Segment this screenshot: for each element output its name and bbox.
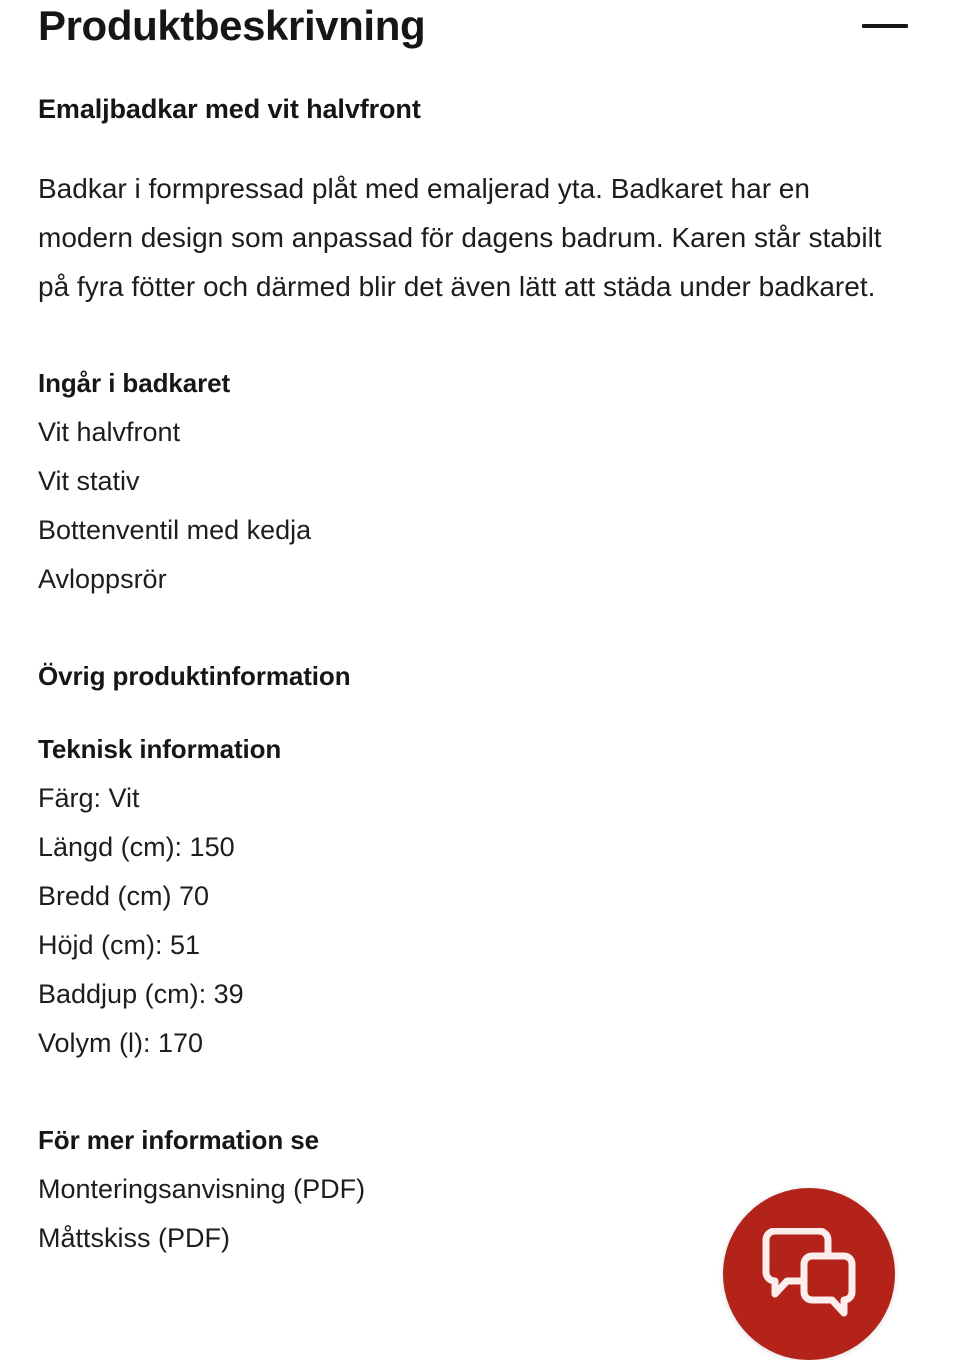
product-heading: Emaljbadkar med vit halvfront — [38, 94, 421, 124]
document-link-assembly-instruction[interactable]: Monteringsanvisning (PDF) — [38, 1174, 366, 1204]
spec-row: Baddjup (cm): 39 — [38, 979, 244, 1009]
page-title: Produktbeskrivning — [38, 2, 426, 49]
spacer — [38, 1068, 922, 1116]
spec-row: Färg: Vit — [38, 783, 140, 813]
other-info-heading: Övrig produktinformation — [38, 661, 351, 691]
technical-info-heading: Teknisk information — [38, 734, 282, 764]
chat-bubbles-icon — [757, 1228, 861, 1320]
spec-row: Volym (l): 170 — [38, 1028, 204, 1058]
document-link-dimension-sketch[interactable]: Måttskiss (PDF) — [38, 1223, 230, 1253]
more-info-heading: För mer information se — [38, 1125, 319, 1155]
spacer — [38, 604, 922, 652]
product-description-text: Badkar i formpressad plåt med emaljerad yta. Badkaret har en modern design som anpassad för dagens badrum. Karen står stabilt på fyra fötter och därmed blir det även lätt att städa under badkaret. — [38, 173, 882, 302]
chat-launcher-button[interactable] — [723, 1188, 895, 1360]
spec-row: Bredd (cm) 70 — [38, 881, 210, 911]
included-heading: Ingår i badkaret — [38, 368, 231, 398]
spacer — [38, 701, 922, 725]
collapse-toggle-button[interactable] — [861, 4, 909, 48]
list-item: Avloppsrör — [38, 564, 167, 594]
list-item: Vit halvfront — [38, 417, 181, 447]
minus-icon — [862, 24, 908, 28]
spacer — [38, 126, 922, 164]
list-item: Vit stativ — [38, 466, 140, 496]
accordion-header[interactable] — [38, 0, 922, 92]
spec-row: Höjd (cm): 51 — [38, 930, 201, 960]
spec-row: Längd (cm): 150 — [38, 832, 235, 862]
list-item: Bottenventil med kedja — [38, 515, 312, 545]
spacer — [38, 311, 922, 359]
